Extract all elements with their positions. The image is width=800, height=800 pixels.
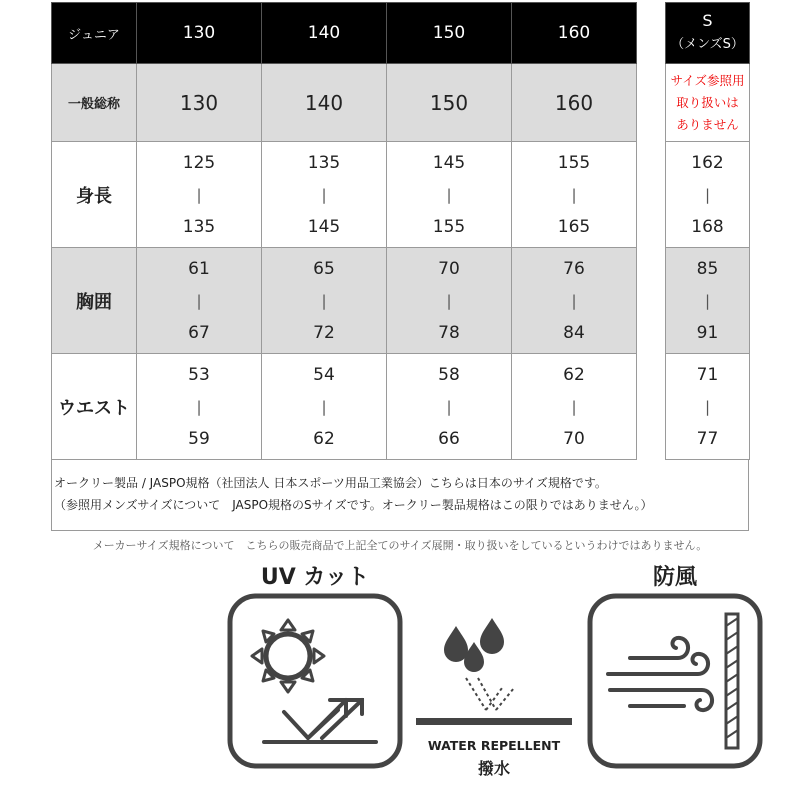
reference-only-note: サイズ参照用 取り扱いは ありません bbox=[670, 72, 745, 132]
range-min: 162 bbox=[691, 152, 724, 173]
header-size: 160 bbox=[512, 3, 637, 64]
header-size: 150 bbox=[387, 3, 512, 64]
range-cell bbox=[666, 359, 749, 455]
mens-reference-table bbox=[665, 2, 750, 460]
range-cell bbox=[666, 147, 749, 243]
range-max: 135 bbox=[182, 216, 216, 237]
range-max: 72 bbox=[313, 322, 335, 343]
range-max: 70 bbox=[563, 428, 585, 449]
windproof-label: 防風 bbox=[652, 565, 697, 590]
size-notes bbox=[51, 459, 749, 531]
side-waist-row bbox=[666, 354, 750, 460]
range-cell bbox=[666, 253, 749, 349]
range-max: 78 bbox=[438, 322, 460, 343]
range-cell bbox=[262, 359, 386, 455]
side-height-row bbox=[666, 142, 750, 248]
height-row bbox=[52, 142, 637, 248]
range-cell bbox=[137, 253, 261, 349]
chest-row bbox=[52, 248, 637, 354]
range-max: 165 bbox=[557, 216, 591, 237]
range-separator: | bbox=[196, 397, 202, 416]
header-size: 130 bbox=[137, 3, 262, 64]
range-max: 168 bbox=[691, 216, 724, 237]
range-max: 77 bbox=[696, 428, 719, 449]
sun-uv-icon bbox=[226, 592, 404, 770]
range-cell bbox=[262, 147, 386, 243]
range-min: 145 bbox=[432, 152, 466, 173]
range-min: 155 bbox=[557, 152, 591, 173]
range-separator: | bbox=[704, 185, 711, 204]
range-max: 67 bbox=[188, 322, 210, 343]
general-size: 150 bbox=[387, 64, 512, 142]
range-min: 85 bbox=[696, 258, 719, 279]
header-label: ジュニア bbox=[52, 3, 137, 64]
range-separator: | bbox=[704, 397, 711, 416]
water-repellent-label-ja: 撥水 bbox=[477, 759, 510, 778]
range-min: 70 bbox=[438, 258, 460, 279]
mens-size-header bbox=[666, 9, 749, 57]
mens-size-sub: （メンズS） bbox=[671, 37, 744, 52]
range-separator: | bbox=[446, 397, 452, 416]
range-separator: | bbox=[321, 291, 327, 310]
range-max: 62 bbox=[313, 428, 335, 449]
range-min: 76 bbox=[563, 258, 585, 279]
range-min: 58 bbox=[438, 364, 460, 385]
general-size: 140 bbox=[262, 64, 387, 142]
waist-row bbox=[52, 354, 637, 460]
range-separator: | bbox=[446, 185, 452, 204]
range-cell bbox=[387, 147, 511, 243]
side-header-row bbox=[666, 3, 750, 64]
range-cell bbox=[512, 359, 636, 455]
water-repellent-label-en: WATER REPELLENT bbox=[427, 738, 561, 753]
range-cell bbox=[512, 253, 636, 349]
range-separator: | bbox=[321, 397, 327, 416]
range-max: 155 bbox=[432, 216, 466, 237]
range-min: 61 bbox=[188, 258, 210, 279]
side-note-row bbox=[666, 64, 750, 142]
range-min: 125 bbox=[182, 152, 216, 173]
header-row bbox=[52, 3, 637, 64]
range-separator: | bbox=[704, 291, 711, 310]
row-label: ウエスト bbox=[52, 354, 137, 460]
wind-icon bbox=[586, 592, 764, 770]
range-separator: | bbox=[571, 291, 577, 310]
maker-disclaimer: メーカーサイズ規格について こちらの販売商品で上記全てのサイズ展開・取り扱いをしているというわけではありません。 bbox=[92, 539, 708, 552]
general-size: 130 bbox=[137, 64, 262, 142]
range-min: 53 bbox=[188, 364, 210, 385]
range-separator: | bbox=[321, 185, 327, 204]
row-label: 身長 bbox=[52, 142, 137, 248]
range-cell bbox=[387, 253, 511, 349]
range-separator: | bbox=[571, 397, 577, 416]
mens-size: S bbox=[702, 11, 713, 30]
range-cell bbox=[137, 359, 261, 455]
range-min: 135 bbox=[307, 152, 341, 173]
general-size: 160 bbox=[512, 64, 637, 142]
range-separator: | bbox=[446, 291, 452, 310]
range-max: 145 bbox=[307, 216, 341, 237]
row-label: 胸囲 bbox=[52, 248, 137, 354]
range-cell bbox=[262, 253, 386, 349]
general-label: 一般総称 bbox=[52, 64, 137, 142]
general-size-row bbox=[52, 64, 637, 142]
size-table bbox=[51, 2, 637, 460]
range-min: 65 bbox=[313, 258, 335, 279]
range-separator: | bbox=[196, 185, 202, 204]
range-cell bbox=[387, 359, 511, 455]
header-size: 140 bbox=[262, 3, 387, 64]
range-cell bbox=[512, 147, 636, 243]
range-separator: | bbox=[571, 185, 577, 204]
range-separator: | bbox=[196, 291, 202, 310]
side-chest-row bbox=[666, 248, 750, 354]
note-line: オークリー製品 / JASPO規格（社団法人 日本スポーツ用品工業協会）こちらは日本のサイズ規格です。 bbox=[54, 476, 607, 490]
note-line: （参照用メンズサイズについて JASPO規格のSサイズです。オークリー製品規格はこの限りではありません。） bbox=[54, 498, 653, 512]
range-min: 71 bbox=[696, 364, 719, 385]
uv-cut-label: UV カット bbox=[260, 565, 370, 590]
range-cell bbox=[137, 147, 261, 243]
range-max: 59 bbox=[188, 428, 210, 449]
range-max: 91 bbox=[696, 322, 719, 343]
range-max: 66 bbox=[438, 428, 460, 449]
range-min: 62 bbox=[563, 364, 585, 385]
water-drops-icon bbox=[416, 612, 572, 736]
range-min: 54 bbox=[313, 364, 335, 385]
range-max: 84 bbox=[563, 322, 585, 343]
